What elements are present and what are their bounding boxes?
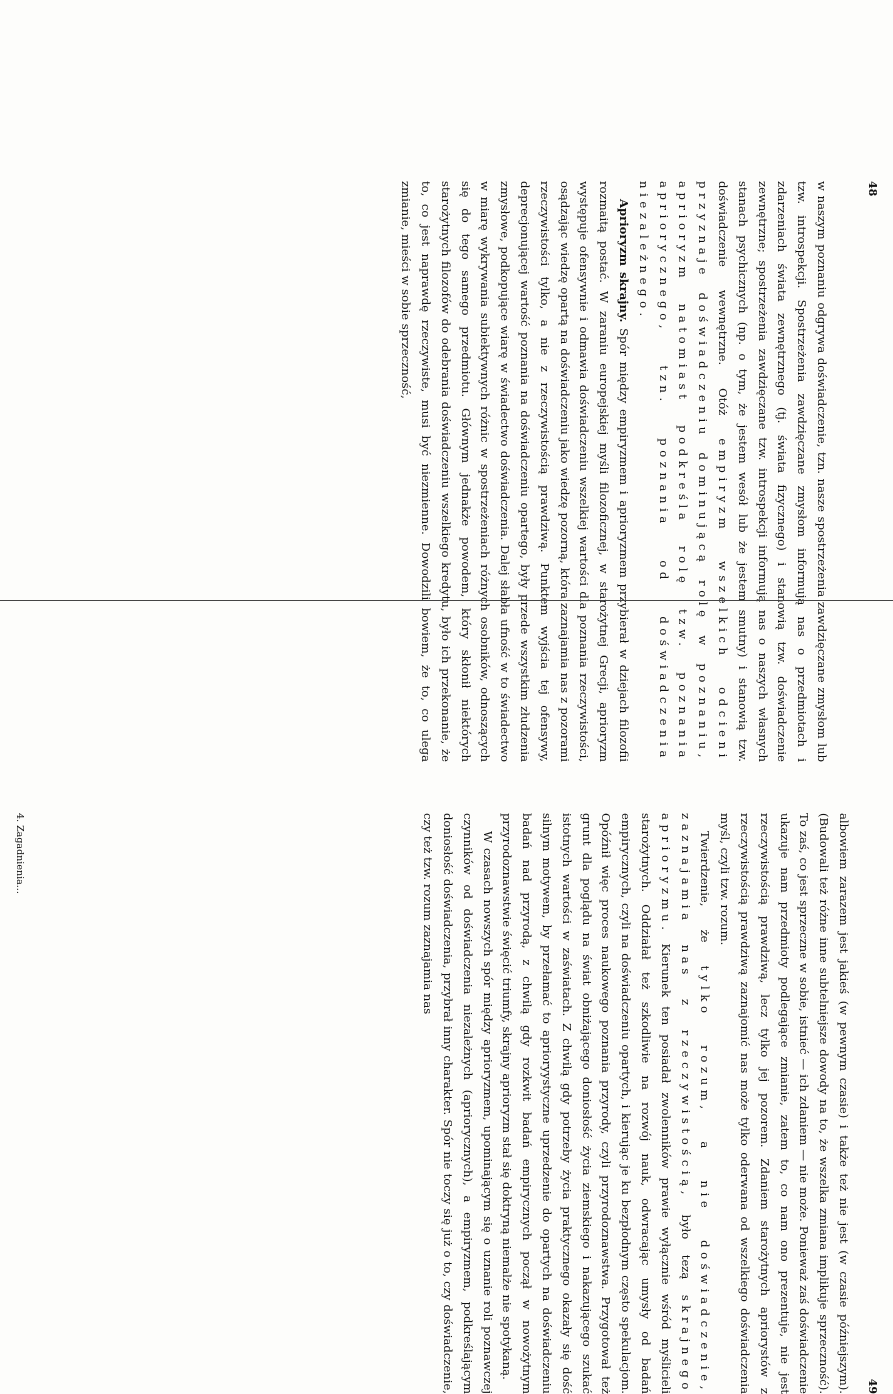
section-heading: Aprioryzm skrajny. [617, 199, 632, 323]
page-number: 48 [866, 181, 879, 197]
spaced-emphasis: tylko rozum, a nie doświadczenie, zaznajamia nas z rzeczywistością, [678, 813, 713, 1394]
paragraph-text: Spór między empiryzmem i aprioryzmem przybierał w dziejach filozofii rozmaitą postać. W zaraniu europejskiej myśli filozoficznej, w starożytnej Grecji, aprioryzm występuje ofensywnie i odmawia doświadczeniu wszelkiej wartości dla poznania rzeczywistości, osądzając wiedzę opartą na doświadczeniu jako wiedzę pozorną, która zaznajamia nas z pozorami rzeczywistości tylko, a nie z rzeczywistością prawdziwą. Punktem wyjścia tej ofensywy, deprecjonującej wartość poznania na doświadczeniu opartego, były przede wszystkim złudzenia zmysłowe, podkopujące wiarę w świadectwo doświadczenia. Dalej słabła ufność w to świadectwo w miarę wykrywania subiektywnych różnic w spostrzeżeniach różnych osobników, odnoszących się do tego samego przedmiotu. Głównym jednakże powodem, który skłonił niektórych starożytnych filozofów do odebrania doświadczeniu wszelkiego kredytu, było ich przekonanie, że to, co jest naprawdę rzeczywiste, musi być niezmienne. Dowodzili bowiem, że to, co ulega zmianie, mieści w sobie sprzeczność, [399, 181, 632, 762]
paragraph-text: Kierunek ten posiadał zwolenników prawie wyłącznie wśród myślicieli starożytnych. Oddziałał też szkodliwie na rozwój nauk, odwracając umysły od badań empirycznych, czyli na doświadczeniu opartych, i kierując je ku bezpłodnym często spekulacjom. Opóźnił więc proces naukowego poznania przyrody, czyli przyrodoznawstwa. Przygotował też grunt dla poglądu na świat obniżającego doniosłość życia ziemskiego i nakazującego szukać istotnych wartości w zaświatach. Z chwilą gdy potrzeby życia praktycznego okazały się dość silnym motywem, by przełamać to aprioryystyczne uprzedzenie do opartych na doświadczeniu badań nad przyrodą, z chwilą gdy rozkwit badań empirycznych począł w nowożytnym przyrodoznawstwie święcić triumfy, skrajny aprioryzm stał się doktryną niemalże nie spotykaną. [500, 813, 673, 1394]
spaced-emphasis: skrajnego aprioryzmu. [658, 813, 693, 1394]
paragraph [417, 813, 496, 1394]
page-49 [0, 813, 893, 1394]
paragraph [497, 813, 715, 1394]
page-49-scan [0, 632, 893, 1394]
paragraph-text: Twierdzenie, że [698, 831, 713, 966]
paragraph-text: było tezą [678, 1199, 693, 1295]
footnote: 4. Zagadnienia... [14, 813, 25, 894]
spaced-emphasis: empiryzm wszelkich odcieni przyznaje doświadczeniu dominującą rolę w poznaniu, aprioryzm natomiast podkreśla rolę tzw. poznania apriorycznego, tzn. poznania od doświadczenia niezależnego. [636, 181, 731, 762]
page-body [417, 813, 853, 1394]
page-divider [0, 600, 893, 601]
paragraph-text: albowiem zarazem jest jakieś (w pewnym czasie) i także też nie jest (w czasie późniejszym). (Budowali też różne inne subtelniejsze dowody na to, że wszelka zmiana implikuje sprzeczność). To zaś, co jest sprzeczne w sobie, istnieć — ich zdaniem — nie może. Ponieważ zaś doświadczenie ukazuje nam przedmioty podlegające zmianie, zatem to, co nam ono prezentuje, nie jest rzeczywistością prawdziwą, lecz tylko jej pozorem. Zdaniem starożytnych apriorystów z rzeczywistością prawdziwą zaznajomić nas może tylko oderwana od wszelkiego doświadczenia myśl, czyli tzw. rozum. [718, 813, 851, 1394]
paragraph-text: w naszym poznaniu odgrywa doświadczenie, tzn. nasze spostrzeżenia zawdzięczane zmysłom lub tzw. introspekcji. Spostrzeżenia zawdzięczane zmysłom informują nas o przedmiotach i zdarzeniach świata zewnętrznego (tj. świata fizycznego) i stanowią tzw. doświadczenie zewnętrzne; spostrzeżenia zawdzięczane tzw. introspekcji informują nas o naszych własnych stanach psychicznych (np. o tym, że jestem wesół lub że jestem smutny) i stanowią tzw. doświadczenie wewnętrzne. Otóż [716, 181, 829, 762]
paragraph [714, 813, 853, 1394]
page-number: 49 [866, 1378, 879, 1394]
paragraph-text: W czasach nowszych spór między aprioryzmem, upominającym się o uznanie roli poznawczej czynników od doświadczenia niezależnych (apriorycznych), a empiryzmem, podkreślającym doniosłość doświadczenia, przybrał inny charakter. Spór nie toczy się już o to, czy doświadczenie, czy też tzw. rozum zaznajamia nas [421, 813, 495, 1394]
